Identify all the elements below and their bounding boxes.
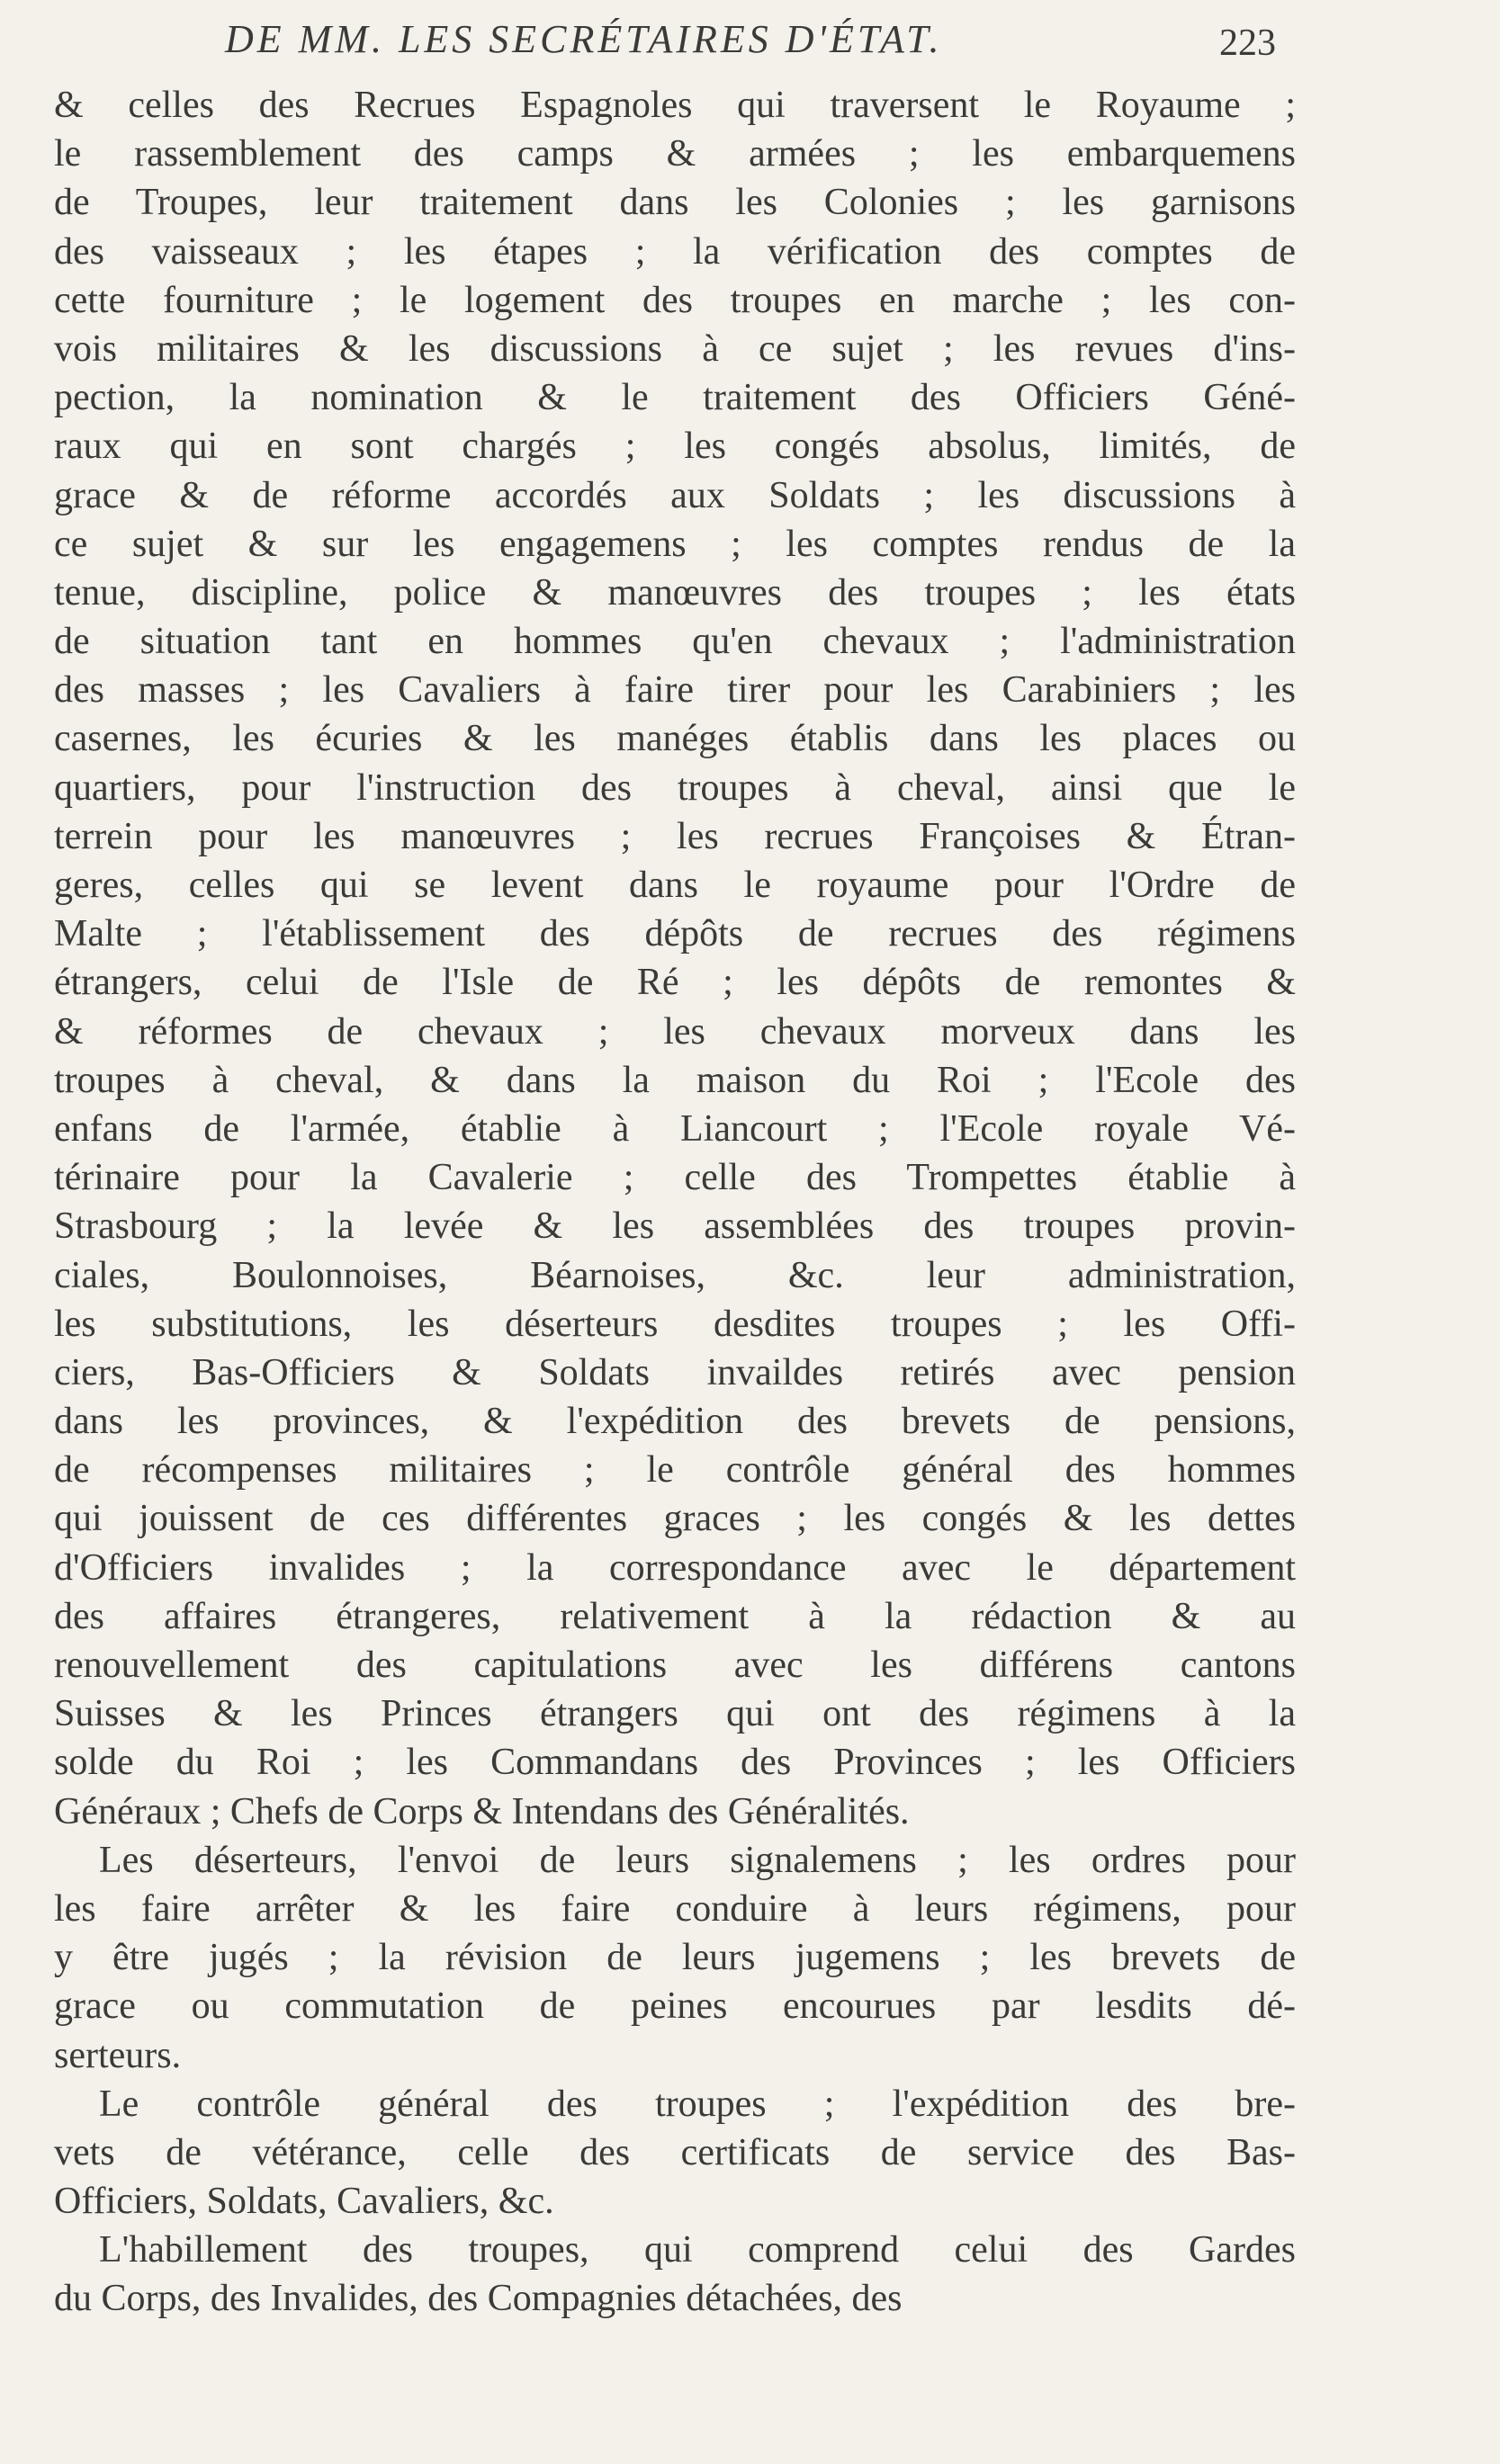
text-line: grace & de réforme accordés aux Soldats ; les discussions à: [54, 474, 1296, 516]
text-line: Malte ; l'établissement des dépôts de recrues des régimens: [54, 913, 1296, 955]
text-line: de situation tant en hommes qu'en chevaux ; l'administration: [54, 621, 1296, 663]
text-line: Suisses & les Princes étrangers qui ont des régimens à la: [54, 1693, 1296, 1735]
text-line: du Corps, des Invalides, des Compagnies détachées, des: [54, 2278, 903, 2320]
running-title: DE MM. LES SECRÉTAIRES D'ÉTAT.: [225, 17, 943, 61]
text-line: des vaisseaux ; les étapes ; la vérification des comptes de: [54, 230, 1296, 273]
text-line: L'habillement des troupes, qui comprend celui des Gardes: [99, 2229, 1296, 2271]
text-line: & celles des Recrues Espagnoles qui traversent le Royaume ;: [54, 85, 1296, 126]
text-line: quartiers, pour l'instruction des troupes à cheval, ainsi que le: [54, 766, 1296, 809]
text-line: casernes, les écuries & les manéges établis dans les places ou: [54, 718, 1296, 760]
text-line: les substitutions, les déserteurs desdites troupes ; les Offi-: [54, 1303, 1296, 1345]
text-line: ciales, Boulonnoises, Béarnoises, &c. leur administration,: [54, 1254, 1296, 1296]
text-line: terrein pour les manœuvres ; les recrues Françoises & Étran-: [54, 815, 1296, 857]
page-number: 223: [1219, 22, 1276, 64]
text-line: des affaires étrangeres, relativement à la rédaction & au: [54, 1595, 1296, 1637]
text-line: enfans de l'armée, établie à Liancourt ; l'Ecole royale Vé-: [54, 1107, 1296, 1150]
text-line: dans les provinces, & l'expédition des brevets de pensions,: [54, 1401, 1296, 1443]
text-line: Généraux ; Chefs de Corps & Intendans des Généralités.: [54, 1790, 910, 1832]
text-line: étrangers, celui de l'Isle de Ré ; les dépôts de remontes &: [54, 962, 1296, 1004]
paragraph: [54, 2226, 1296, 2323]
paragraph: [54, 2080, 1296, 2227]
text-line: Le contrôle général des troupes ; l'expédition des bre-: [99, 2083, 1296, 2125]
text-line: raux qui en sont chargés ; les congés absolus, limités, de: [54, 426, 1296, 468]
text-line: troupes à cheval, & dans la maison du Roi ; l'Ecole des: [54, 1059, 1296, 1101]
paragraph: [54, 81, 1296, 1836]
text-line: d'Officiers invalides ; la correspondance avec le département: [54, 1546, 1296, 1589]
text-line: ciers, Bas-Officiers & Soldats invaildes retirés avec pension: [54, 1351, 1296, 1393]
text-line: y être jugés ; la révision de leurs jugemens ; les brevets de: [54, 1937, 1296, 1979]
text-line: Strasbourg ; la levée & les assemblées des troupes provin-: [54, 1205, 1296, 1248]
text-line: serteurs.: [54, 2034, 182, 2076]
text-line: solde du Roi ; les Commandans des Provinces ; les Officiers: [54, 1742, 1296, 1784]
text-line: de Troupes, leur traitement dans les Colonies ; les garnisons: [54, 182, 1296, 224]
text-line: tenue, discipline, police & manœuvres des troupes ; les états: [54, 571, 1296, 614]
text-line: geres, celles qui se levent dans le royaume pour l'Ordre de: [54, 865, 1296, 906]
text-line: le rassemblement des camps & armées ; les embarquemens: [54, 133, 1296, 175]
text-line: qui jouissent de ces différentes graces ; les congés & les dettes: [54, 1498, 1296, 1540]
text-line: vets de vétérance, celle des certificats de service des Bas-: [54, 2131, 1296, 2173]
body-text: [54, 81, 1296, 2324]
text-line: Officiers, Soldats, Cavaliers, &c.: [54, 2181, 554, 2223]
paragraph: [54, 1836, 1296, 2080]
text-line: des masses ; les Cavaliers à faire tirer pour les Carabiniers ; les: [54, 669, 1296, 712]
text-line: cette fourniture ; le logement des troupes en marche ; les con-: [54, 279, 1296, 321]
text-line: pection, la nomination & le traitement des Officiers Géné-: [54, 377, 1296, 419]
text-line: ce sujet & sur les engagemens ; les comptes rendus de la: [54, 523, 1296, 565]
text-line: de récompenses militaires ; le contrôle général des hommes: [54, 1449, 1296, 1492]
text-line: Les déserteurs, l'envoi de leurs signalemens ; les ordres pour: [99, 1839, 1296, 1881]
text-line: les faire arrêter & les faire conduire à leurs régimens, pour: [54, 1887, 1296, 1930]
text-line: vois militaires & les discussions à ce sujet ; les revues d'ins-: [54, 327, 1296, 370]
text-line: renouvellement des capitulations avec les différens cantons: [54, 1644, 1296, 1686]
text-line: & réformes de chevaux ; les chevaux morveux dans les: [54, 1010, 1296, 1053]
text-line: grace ou commutation de peines encourues par lesdits dé-: [54, 1985, 1296, 2028]
text-line: térinaire pour la Cavalerie ; celle des Trompettes établie à: [54, 1157, 1296, 1199]
